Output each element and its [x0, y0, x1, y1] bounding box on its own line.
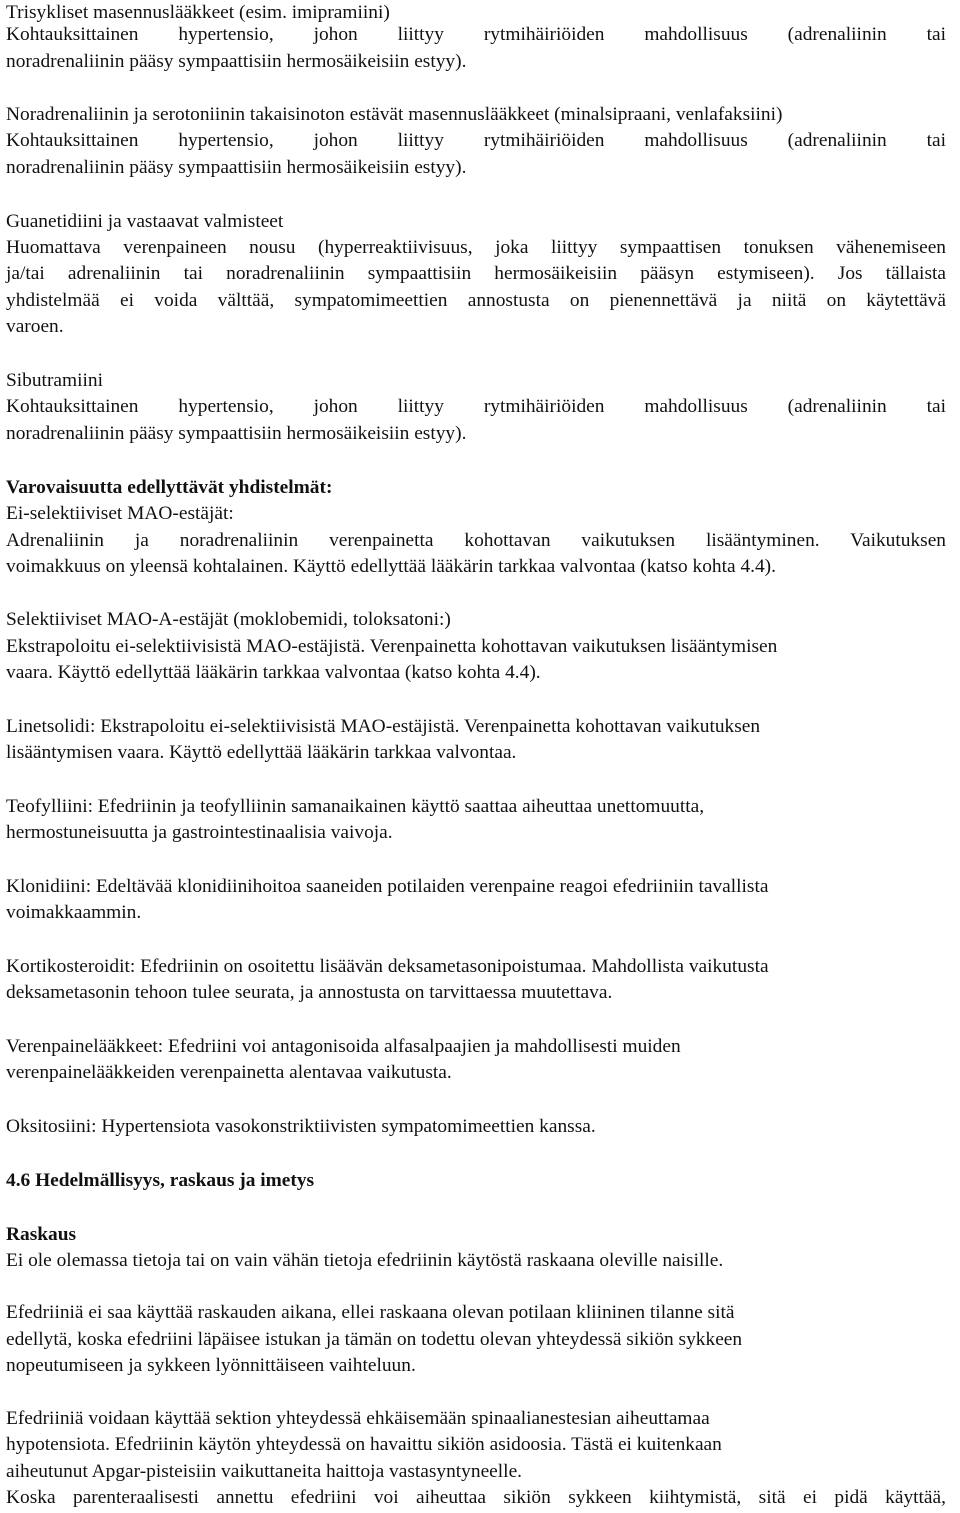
paragraph-line: Kohtauksittainen hypertensio, johon liittyy rytmihäiriöiden mahdollisuus (adrenaliinin tai — [6, 130, 946, 151]
paragraph-line: voimakkaammin. — [6, 902, 142, 923]
heading-snri-antidepressants: Noradrenaliinin ja serotoniinin takaisinoton estävät masennuslääkkeet (minalsipraani, venlafaksiini) — [6, 104, 783, 125]
paragraph-line: ja/tai adrenaliinin tai noradrenaliinin sympaattisiin hermosäikeisiin pääsyn estymiseen). Jos tällaista — [6, 263, 946, 284]
paragraph-line: Ekstrapoloitu ei-selektiivisistä MAO-estäjistä. Verenpainetta kohottavan vaikutuksen lisääntymisen — [6, 636, 778, 657]
paragraph-line: hypotensiota. Efedriinin käytön yhteydessä on havaittu sikiön asidoosia. Tästä ei kuitenkaan — [6, 1434, 722, 1455]
paragraph-clonidine: Klonidiini: Edeltävää klonidiinihoitoa saaneiden potilaiden verenpaine reagoi efedriiniin tavallista — [6, 876, 769, 897]
paragraph-line: noradrenaliinin pääsy sympaattisiin hermosäikeisiin estyy). — [6, 423, 467, 444]
paragraph-corticosteroids: Kortikosteroidit: Efedriinin on osoitettu lisäävän deksametasonipoistumaa. Mahdollista vaikutusta — [6, 956, 769, 977]
paragraph-theophylline: Teofylliini: Efedriinin ja teofylliinin samanaikainen käyttö saattaa aiheuttaa unettomuutta, — [6, 796, 705, 817]
paragraph-line: noradrenaliinin pääsy sympaattisiin hermosäikeisiin estyy). — [6, 157, 467, 178]
paragraph-line: Ei ole olemassa tietoja tai on vain vähän tietoja efedriinin käytöstä raskaana oleville naisille. — [6, 1250, 724, 1271]
paragraph-line: nopeutumiseen ja sykkeen lyönnittäiseen vaihteluun. — [6, 1355, 416, 1376]
section-heading-4-6: 4.6 Hedelmällisyys, raskaus ja imetys — [6, 1170, 315, 1191]
paragraph-line: varoen. — [6, 316, 64, 337]
paragraph-line: vaara. Käyttö edellyttää lääkärin tarkkaa valvontaa (katso kohta 4.4). — [6, 662, 541, 683]
paragraph-line: hermostuneisuutta ja gastrointestinaalisia vaivoja. — [6, 822, 393, 843]
subheading-selective-mao-a: Selektiiviset MAO-A-estäjät (moklobemidi, toloksatoni:) — [6, 609, 451, 630]
paragraph-line: Huomattava verenpaineen nousu (hyperreaktiivisuus, joka liittyy sympaattisen tonuksen vähenemiseen — [6, 237, 946, 258]
paragraph-antihypertensives: Verenpainelääkkeet: Efedriini voi antagonisoida alfasalpaajien ja mahdollisesti muiden — [6, 1036, 681, 1057]
paragraph-line: aiheutunut Apgar-pisteisiin vaikuttaneita haittoja vastasyntyneelle. — [6, 1461, 523, 1482]
paragraph-line: verenpainelääkkeiden verenpainetta alentavaa vaikutusta. — [6, 1062, 452, 1083]
paragraph-line: lisääntymisen vaara. Käyttö edellyttää lääkärin tarkkaa valvontaa. — [6, 742, 517, 763]
paragraph-line: voimakkuus on yleensä kohtalainen. Käyttö edellyttää lääkärin tarkkaa valvontaa (katso kohta 4.4). — [6, 556, 776, 577]
paragraph-line: edellytä, koska efedriini läpäisee istukan ja tämän on todettu olevan yhteydessä sikiön sykkeen — [6, 1329, 743, 1350]
heading-sibutramine: Sibutramiini — [6, 370, 103, 391]
paragraph-line: Adrenaliinin ja noradrenaliinin verenpainetta kohottavan vaikutuksen lisääntyminen. Vaikutuksen — [6, 530, 946, 551]
paragraph-line: Kohtauksittainen hypertensio, johon liittyy rytmihäiriöiden mahdollisuus (adrenaliinin tai — [6, 396, 946, 417]
section-heading-caution-combinations: Varovaisuutta edellyttävät yhdistelmät: — [6, 477, 333, 498]
paragraph-line: Kohtauksittainen hypertensio, johon liittyy rytmihäiriöiden mahdollisuus (adrenaliinin tai — [6, 24, 946, 45]
heading-guanethidine: Guanetidiini ja vastaavat valmisteet — [6, 211, 284, 232]
paragraph-line: noradrenaliinin pääsy sympaattisiin hermosäikeisiin estyy). — [6, 51, 467, 72]
paragraph-line: deksametasonin tehoon tulee seurata, ja annostusta on tarvittaessa muutettava. — [6, 982, 613, 1003]
heading-tricyclic-antidepressants: Trisykliset masennuslääkkeet (esim. imipramiini) — [6, 2, 390, 23]
paragraph-line: yhdistelmää ei voida välttää, sympatomimeettien annostusta on pienennettävä ja niitä on käytettävä — [6, 290, 946, 311]
subheading-nonselective-mao: Ei-selektiiviset MAO-estäjät: — [6, 503, 234, 524]
paragraph-line: Koska parenteraalisesti annettu efedriini voi aiheuttaa sikiön sykkeen kiihtymistä, sitä ei pidä käyttää, — [6, 1487, 946, 1508]
subheading-pregnancy: Raskaus — [6, 1224, 77, 1245]
paragraph-linezolid: Linetsolidi: Ekstrapoloitu ei-selektiivisistä MAO-estäjistä. Verenpainetta kohottavan vaikutuksen — [6, 716, 761, 737]
paragraph-line: Efedriiniä voidaan käyttää sektion yhteydessä ehkäisemään spinaalianestesian aiheuttamaa — [6, 1408, 710, 1429]
paragraph-oxytocin: Oksitosiini: Hypertensiota vasokonstriktiivisten sympatomimeettien kanssa. — [6, 1116, 596, 1137]
paragraph-line: Efedriiniä ei saa käyttää raskauden aikana, ellei raskaana olevan potilaan kliininen tilanne sitä — [6, 1302, 735, 1323]
